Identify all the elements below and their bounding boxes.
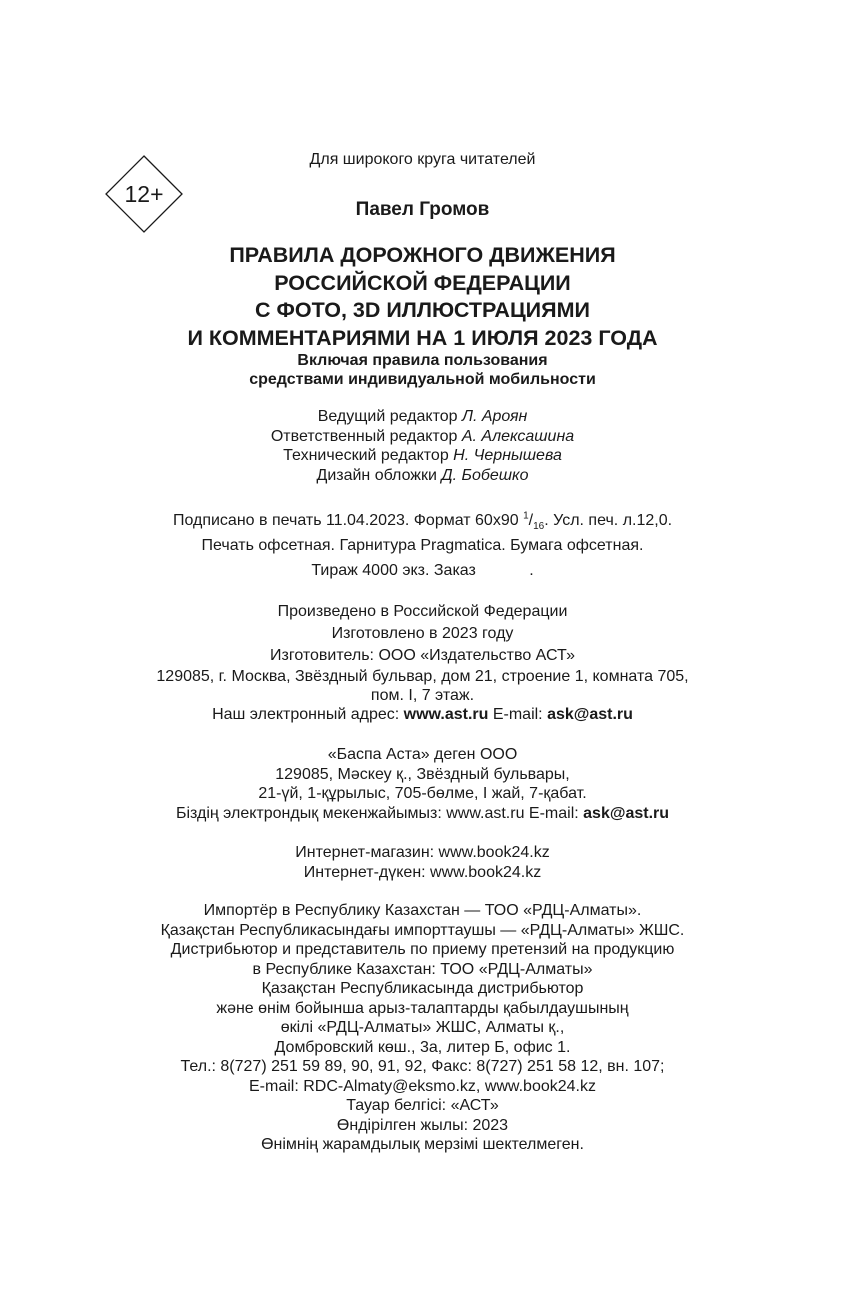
website-link[interactable]: www.ast.ru bbox=[403, 706, 489, 723]
shop-line: Интернет-магазин: www.book24.kz bbox=[295, 844, 550, 861]
age-rating-badge bbox=[105, 155, 183, 233]
kazakh-publisher-block bbox=[0, 745, 845, 823]
importer-line: Қазақстан Республикасында дистрибьютор bbox=[261, 980, 584, 997]
importer-line: Дистрибьютор и представитель по приему претензий на продукцию bbox=[170, 941, 675, 958]
email-link[interactable]: ask@ast.ru bbox=[547, 706, 633, 723]
importer-line: Тауар белгісі: «АСТ» bbox=[346, 1097, 499, 1114]
shop-line: Интернет-дүкен: www.book24.kz bbox=[303, 863, 542, 881]
credit-line bbox=[0, 466, 845, 486]
importer-line: Өнімнің жарамдылық мерзімі шектелмеген. bbox=[261, 1136, 584, 1153]
importer-block bbox=[0, 901, 845, 1155]
manufacturer-block bbox=[0, 601, 845, 724]
title-line: РОССИЙСКОЙ ФЕДЕРАЦИИ bbox=[274, 270, 571, 295]
importer-line: және өнім бойынша арыз-талаптарды қабылдаушының bbox=[216, 999, 629, 1017]
credit-name: Н. Чернышева bbox=[453, 447, 562, 464]
credit-role: Дизайн обложки bbox=[316, 466, 437, 484]
kz-contact-line bbox=[0, 804, 845, 824]
audience-note: Для широкого круга читателей bbox=[309, 151, 536, 168]
print-sheets-text: . Усл. печ. л.12,0. bbox=[544, 512, 673, 529]
importer-line: Өндірілген жылы: 2023 bbox=[336, 1116, 509, 1134]
address-line: 129085, г. Москва, Звёздный бульвар, дом 21, строение 1, комната 705, bbox=[156, 668, 689, 685]
importer-line: Қазақстан Республикасындағы импорттаушы — «РДЦ-Алматы» ЖШС. bbox=[160, 921, 685, 939]
subtitle-line: средствами индивидуальной мобильности bbox=[249, 371, 596, 388]
kz-line: 129085, Мәскеу қ., Звёздный бульвары, bbox=[275, 765, 570, 783]
importer-line: Тел.: 8(727) 251 59 89, 90, 91, 92, Факс: 8(727) 251 58 12, вн. 107; bbox=[180, 1058, 665, 1075]
print-line bbox=[0, 508, 845, 533]
credit-name: Д. Бобешко bbox=[441, 466, 529, 484]
book-subtitle bbox=[0, 351, 845, 389]
title-line: ПРАВИЛА ДОРОЖНОГО ДВИЖЕНИЯ bbox=[229, 243, 616, 267]
book-title bbox=[0, 242, 845, 352]
print-info bbox=[0, 508, 845, 583]
produced-line: Произведено в Российской Федерации bbox=[277, 603, 568, 620]
fraction-separator: / bbox=[528, 512, 534, 529]
address-line: пом. I, 7 этаж. bbox=[370, 687, 475, 704]
credit-line bbox=[0, 427, 845, 447]
print-line: Тираж 4000 экз. Заказ . bbox=[311, 562, 534, 579]
importer-line: E-mail: RDC-Almaty@eksmo.kz, www.book24.kz bbox=[249, 1077, 596, 1095]
fraction-numerator: 1 bbox=[523, 510, 529, 522]
credit-role: Технический редактор bbox=[283, 447, 449, 464]
subtitle-line: Включая правила пользования bbox=[297, 352, 548, 369]
kz-email-link[interactable]: ask@ast.ru bbox=[583, 804, 670, 822]
title-line: С ФОТО, 3D ИЛЛЮСТРАЦИЯМИ bbox=[255, 298, 590, 322]
credit-role: Ведущий редактор bbox=[317, 408, 458, 425]
print-line: Печать офсетная. Гарнитура Pragmatica. Бумага офсетная. bbox=[201, 537, 644, 554]
credit-line bbox=[0, 446, 845, 466]
print-format-text: Подписано в печать 11.04.2023. Формат 60х90 bbox=[172, 512, 524, 529]
contact-line bbox=[0, 705, 845, 724]
kz-line: 21-үй, 1-құрылыс, 705-бөлме, I жай, 7-қабат. bbox=[258, 785, 587, 802]
importer-line: өкілі «РДЦ-Алматы» ЖШС, Алматы қ., bbox=[280, 1019, 565, 1036]
maker-line: Изготовитель: ООО «Издательство АСТ» bbox=[270, 647, 575, 664]
kz-contact-label: Біздің электрондық мекенжайымыз: www.ast.ru E-mail: bbox=[175, 804, 584, 822]
format-fraction bbox=[523, 510, 545, 533]
importer-line: Импортёр в Республику Казахстан — ТОО «РДЦ-Алматы». bbox=[203, 902, 642, 919]
email-label: E-mail: bbox=[488, 706, 548, 723]
title-line: И КОММЕНТАРИЯМИ НА 1 ИЮЛЯ 2023 ГОДА bbox=[187, 325, 658, 350]
age-rating-label: 12+ bbox=[124, 181, 164, 207]
credit-role: Ответственный редактор bbox=[270, 427, 458, 445]
fraction-denominator: 16 bbox=[533, 521, 545, 533]
importer-line: Домбровский көш., 3а, литер Б, офис 1. bbox=[274, 1038, 571, 1056]
kz-line: «Баспа Аста» деген ООО bbox=[327, 746, 518, 763]
made-year-line: Изготовлено в 2023 году bbox=[331, 625, 514, 642]
credit-line bbox=[0, 407, 845, 427]
credit-name: А. Алексашина bbox=[461, 427, 575, 445]
credits-block bbox=[0, 407, 845, 485]
online-shop-block bbox=[0, 843, 845, 882]
book-author: Павел Громов bbox=[355, 199, 490, 220]
contact-label: Наш электронный адрес: bbox=[212, 706, 404, 723]
credit-name: Л. Ароян bbox=[461, 408, 528, 425]
importer-line: в Республике Казахстан: ТОО «РДЦ-Алматы» bbox=[252, 960, 593, 978]
